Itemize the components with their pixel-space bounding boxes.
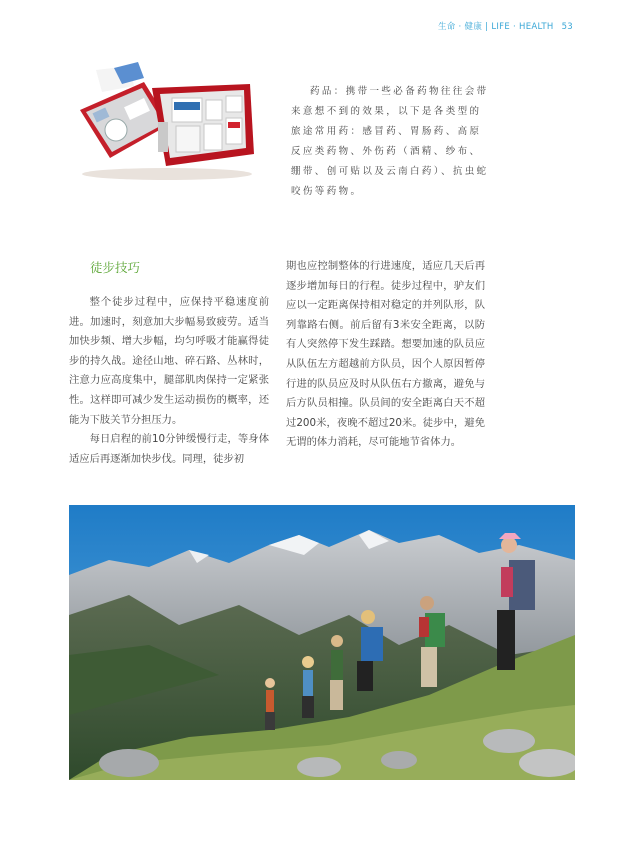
text-column-left [69, 293, 269, 469]
paragraph: 整个徒步过程中，应保持平稳速度前进。加速时，刻意加大步幅易致疲劳。适当加快步频、增大步幅，均匀呼吸才能赢得徒步的持久战。途径山地、碎石路、丛林时，注意力应高度集中，腿部肌肉保持一定紧张性。这样即可减少发生运动损伤的概率，还能为下肢关节分担压力。 [69, 296, 269, 426]
first-aid-kit-image [72, 62, 262, 182]
header-section-en: LIFE · HEALTH [491, 22, 554, 32]
section-title: 徒步技巧 [90, 260, 141, 275]
paragraph: 期也应控制整体的行进速度，适应几天后再逐步增加每日的行程。徒步过程中，驴友们应以一定距离保持相对稳定的并列队形，队列靠路右侧。前后留有3米安全距离，以防有人突然停下发生踩踏。想要加速的队员应从队伍左方超越前方队员，因个人原因暂停行进的队员应及时从队伍右方撤离，避免与后方队员相撞。队员间的安全距离白天不超过200米，夜晚不超过20米。徒步中，避免无谓的体力消耗，尽可能地节省体力。 [286, 260, 485, 449]
paragraph: 每日启程的前10分钟缓慢行走，等身体适应后再逐渐加快步伐。同理，徒步初 [69, 433, 269, 465]
header-section: 生命 · 健康 [437, 22, 483, 32]
header-divider: | [485, 22, 489, 32]
medicine-caption: 药品：携带一些必备药物往往会带来意想不到的效果，以下是各类型的旅途常用药：感冒药、胃肠药、高原反应类药物、外伤药（酒精、纱布、绷带、创可贴以及云南白药）、抗虫蛇咬伤等药物。 [291, 86, 489, 197]
page-number: 53 [561, 22, 573, 32]
text-column-right [286, 257, 485, 453]
mountain-hikers-image [69, 505, 575, 780]
page-header [438, 20, 573, 32]
